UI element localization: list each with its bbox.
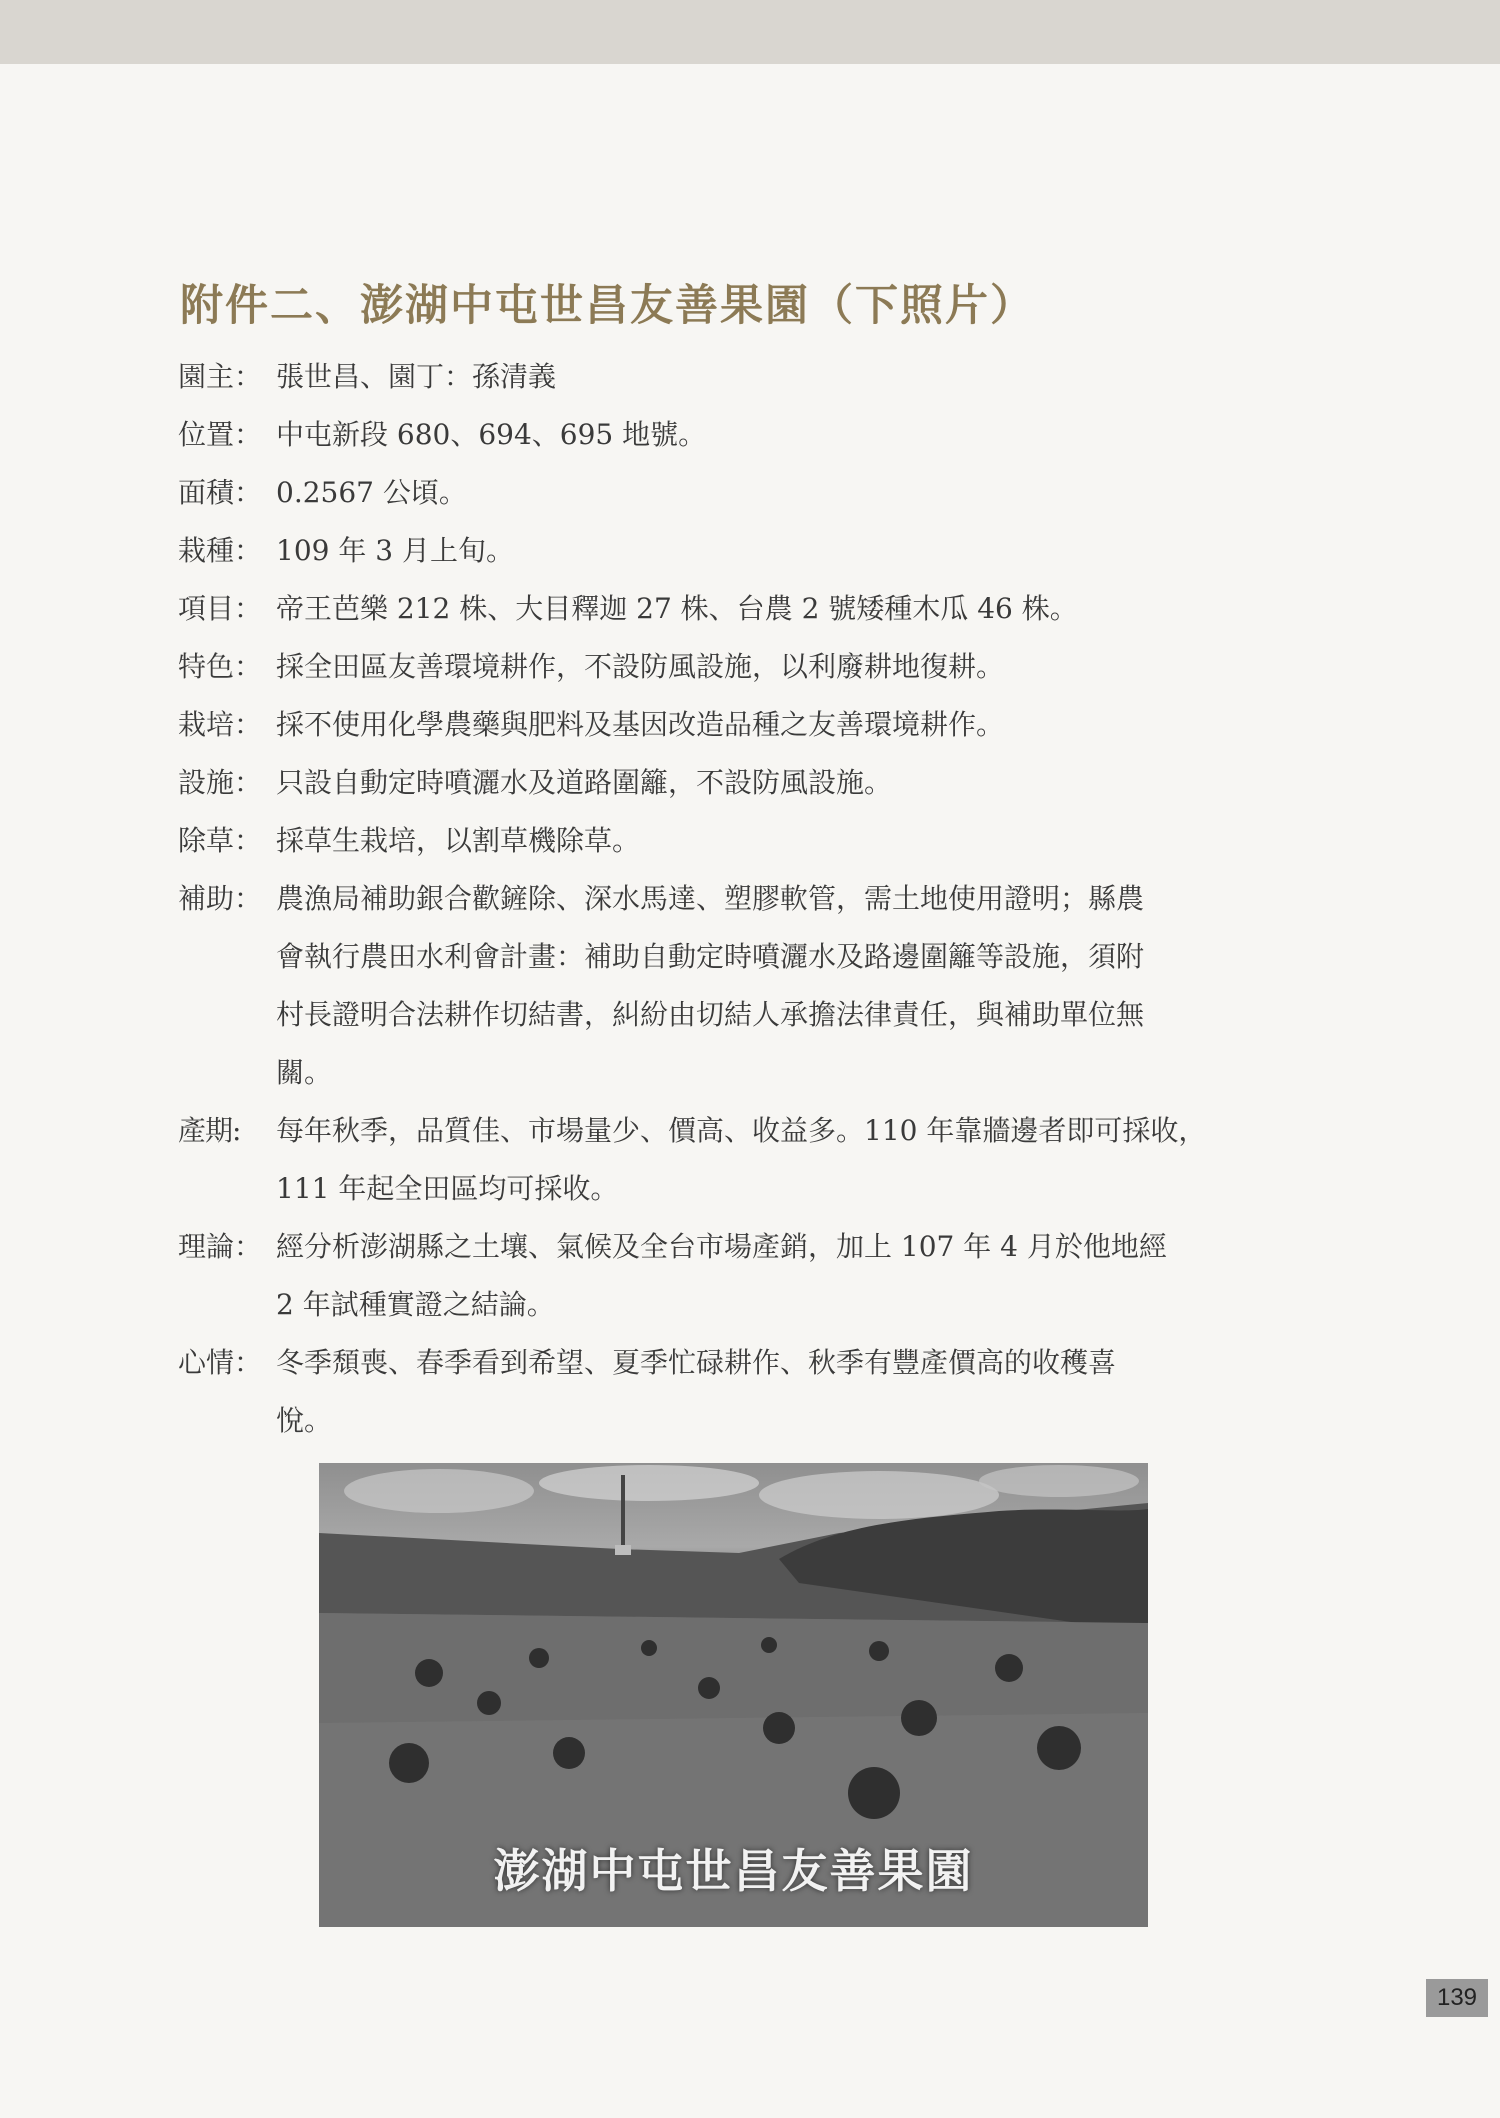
field-line: 每年秋季，品質佳、市場量少、價高、收益多。110 年靠牆邊者即可採收， bbox=[276, 1114, 1207, 1147]
field-line: 只設自動定時噴灑水及道路圍籬，不設防風設施。 bbox=[276, 766, 893, 799]
field-label: 除草： bbox=[178, 824, 263, 857]
field-value bbox=[276, 1218, 1298, 1334]
field-row-area bbox=[178, 464, 1298, 522]
field-label: 補助： bbox=[178, 882, 263, 915]
field-line: 農漁局補助銀合歡鏟除、深水馬達、塑膠軟管，需土地使用證明；縣農 bbox=[276, 882, 1145, 915]
field-value bbox=[276, 522, 1298, 580]
field-row-planting bbox=[178, 522, 1298, 580]
field-line: 悅。 bbox=[276, 1404, 333, 1437]
field-label: 特色： bbox=[178, 650, 263, 683]
field-label: 面積： bbox=[178, 476, 263, 509]
field-value bbox=[276, 464, 1298, 522]
top-band bbox=[0, 0, 1500, 64]
field-row-location bbox=[178, 406, 1298, 464]
field-value bbox=[276, 638, 1298, 696]
field-line: 111 年起全田區均可採收。 bbox=[276, 1172, 619, 1205]
field-line: 關。 bbox=[276, 1056, 333, 1089]
field-value bbox=[276, 812, 1298, 870]
field-list bbox=[178, 348, 1298, 1450]
field-value bbox=[276, 870, 1298, 1102]
field-line: 帝王芭樂 212 株、大目釋迦 27 株、台農 2 號矮種木瓜 46 株。 bbox=[276, 592, 1078, 625]
field-value bbox=[276, 348, 1298, 406]
field-line: 採不使用化學農藥與肥料及基因改造品種之友善環境耕作。 bbox=[276, 708, 1005, 741]
field-row-theory bbox=[178, 1218, 1298, 1334]
field-value bbox=[276, 406, 1298, 464]
field-label: 產期: bbox=[178, 1114, 241, 1147]
field-line: 2 年試種實證之結論。 bbox=[276, 1288, 555, 1321]
field-row-weeding bbox=[178, 812, 1298, 870]
field-value bbox=[276, 1102, 1298, 1218]
field-line: 經分析澎湖縣之土壤、氣候及全台市場產銷，加上 107 年 4 月於他地經 bbox=[276, 1230, 1167, 1263]
field-value bbox=[276, 580, 1298, 638]
field-line: 0.2567 公頃。 bbox=[276, 476, 467, 509]
field-row-harvest bbox=[178, 1102, 1298, 1218]
field-line: 中屯新段 680、694、695 地號。 bbox=[276, 418, 707, 451]
orchard-photo bbox=[319, 1463, 1148, 1927]
field-row-items bbox=[178, 580, 1298, 638]
field-value bbox=[276, 1334, 1298, 1450]
field-label: 園主： bbox=[178, 360, 263, 393]
field-row-owner bbox=[178, 348, 1298, 406]
field-label: 項目： bbox=[178, 592, 263, 625]
page-title: 附件二、澎湖中屯世昌友善果園（下照片） bbox=[180, 281, 1035, 331]
field-label: 心情： bbox=[178, 1346, 263, 1379]
field-line: 109 年 3 月上旬。 bbox=[276, 534, 514, 567]
field-line: 村長證明合法耕作切結書，糾紛由切結人承擔法律責任，與補助單位無 bbox=[276, 998, 1145, 1031]
field-label: 栽種： bbox=[178, 534, 263, 567]
field-row-cultivation bbox=[178, 696, 1298, 754]
field-row-subsidy bbox=[178, 870, 1298, 1102]
field-value bbox=[276, 754, 1298, 812]
field-row-mood bbox=[178, 1334, 1298, 1450]
field-line: 張世昌、園丁：孫清義 bbox=[276, 360, 557, 393]
field-line: 會執行農田水利會計畫：補助自動定時噴灑水及路邊圍籬等設施，須附 bbox=[276, 940, 1145, 973]
field-row-features bbox=[178, 638, 1298, 696]
field-label: 理論： bbox=[178, 1230, 263, 1263]
field-value bbox=[276, 696, 1298, 754]
page-number: 139 bbox=[1426, 1979, 1488, 2017]
field-label: 位置： bbox=[178, 418, 263, 451]
field-line: 採全田區友善環境耕作，不設防風設施，以利廢耕地復耕。 bbox=[276, 650, 1005, 683]
field-line: 冬季頹喪、春季看到希望、夏季忙碌耕作、秋季有豐產價高的收穫喜 bbox=[276, 1346, 1117, 1379]
photo-caption: 澎湖中屯世昌友善果園 bbox=[493, 1844, 974, 1898]
field-line: 採草生栽培，以割草機除草。 bbox=[276, 824, 641, 857]
field-label: 栽培： bbox=[178, 708, 263, 741]
field-label: 設施： bbox=[178, 766, 263, 799]
field-row-facilities bbox=[178, 754, 1298, 812]
